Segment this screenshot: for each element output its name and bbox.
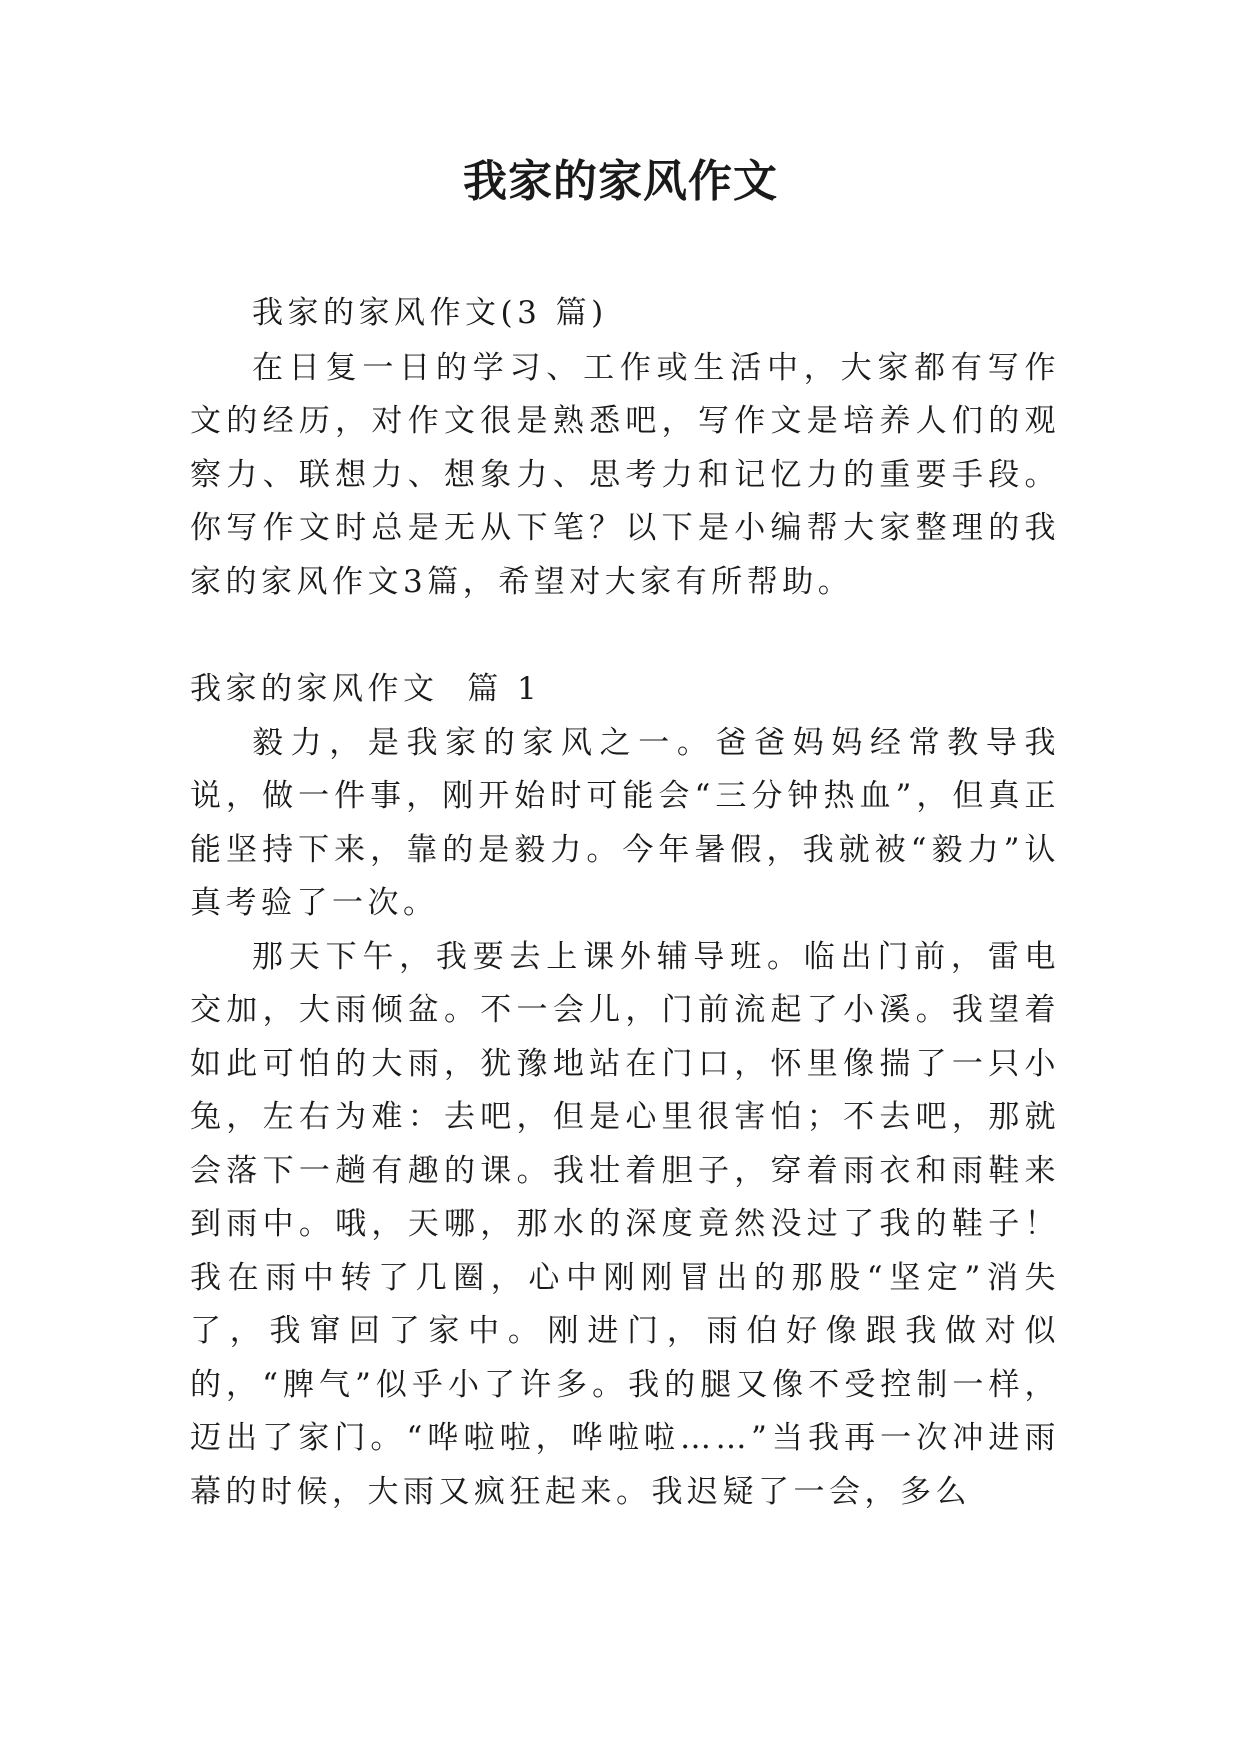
body-paragraph-2: 那天下午，我要去上课外辅导班。临出门前，雷电交加，大雨倾盆。不一会儿，门前流起了小溪。我望着如此可怕的大雨，犹豫地站在门口，怀里像揣了一只小兔，左右为难：去吧，但是心里很害怕；不去吧，那就会落下一趟有趣的课。我壮着胆子，穿着雨衣和雨鞋来到雨中。哦，天哪，那水的深度竟然没过了我的鞋子！我在雨中转了几圈，心中刚刚冒出的那股“坚定”消失了，我窜回了家中。刚进门，雨伯好像跟我做对似的，“脾气”似乎小了许多。我的腿又像不受控制一样，迈出了家门。“哗啦啦，哗啦啦……”当我再一次冲进雨幕的时候，大雨又疯狂起来。我迟疑了一会，多么 xyxy=(190,938,1060,1510)
intro-paragraph: 在日复一日的学习、工作或生活中，大家都有写作文的经历，对作文很是熟悉吧，写作文是培养人们的观察力、联想力、想象力、思考力和记忆力的重要手段。你写作文时总是无从下笔？以下是小编帮大家整理的我家的家风作文3篇，希望对大家有所帮助。 xyxy=(190,349,1060,600)
section-heading: 我家的家风作文 篇 1 xyxy=(190,671,542,707)
page-title: 我家的家风作文 xyxy=(463,156,778,207)
body-paragraph-1: 毅力，是我家的家风之一。爸爸妈妈经常教导我说，做一件事，刚开始时可能会“三分钟热血”，但真正能坚持下来，靠的是毅力。今年暑假，我就被“毅力”认真考验了一次。 xyxy=(190,724,1060,921)
document-subtitle: 我家的家风作文(3 篇) xyxy=(252,295,608,331)
document-body xyxy=(190,287,1060,1519)
